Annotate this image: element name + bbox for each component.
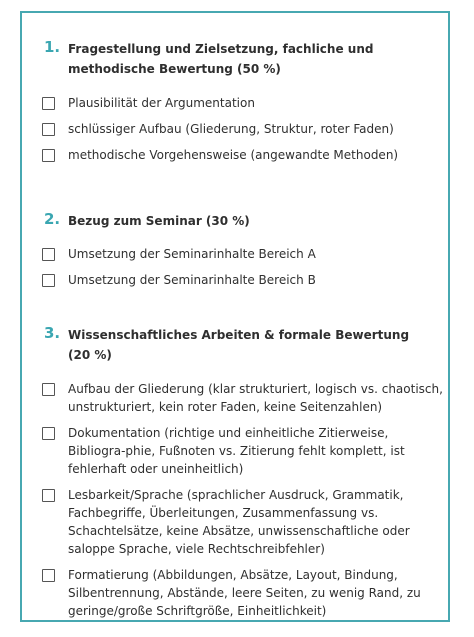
item-label: methodische Vorgehensweise (angewandte Methoden) [68,148,399,162]
list-item [22,380,448,416]
section-title: Wissenschaftliches Arbeiten & formale Bewertung (20 %) [68,328,410,362]
item-label: Aufbau der Gliederung (klar strukturiert, logisch vs. chaotisch, unstrukturiert, kein roter Faden, keine Seitenzahlen) [68,382,443,414]
item-label: Umsetzung der Seminarinhalte Bereich A [68,247,316,261]
section-title: Bezug zum Seminar (30 %) [68,214,250,228]
section-3 [22,324,448,618]
list-item [22,120,448,138]
section-1 [22,38,448,162]
item-label: Umsetzung der Seminarinhalte Bereich B [68,273,316,287]
checkbox[interactable] [42,123,55,136]
checkbox[interactable] [42,248,55,261]
section-number: 1. [44,38,61,56]
list-item [22,424,448,478]
checkbox[interactable] [42,383,55,396]
list-item [22,486,448,558]
item-label: Lesbarkeit/Sprache (sprachlicher Ausdruck, Grammatik, Fachbegriffe, Überleitungen, Zusammenfassung vs. Schachtelsätze, keine Absätze, unwissenschaftliche oder saloppe Sprache, viele Rechtschreibfehler) [68,488,410,556]
checkbox[interactable] [42,569,55,582]
item-label: schlüssiger Aufbau (Gliederung, Struktur, roter Faden) [68,122,394,136]
evaluation-card [20,11,450,622]
list-item [22,94,448,112]
section-number: 3. [44,324,61,342]
section-header [22,325,448,365]
list-item [22,271,448,289]
checkbox[interactable] [42,274,55,287]
checkbox[interactable] [42,489,55,502]
section-number: 2. [44,210,61,228]
section-2 [22,210,448,287]
item-label: Formatierung (Abbildungen, Absätze, Layout, Bindung, Silbentrennung, Abstände, leere Seiten, zu wenig Rand, zu geringe/große Schriftgröße, Einheitlichkeit) [68,568,421,618]
list-item [22,566,448,620]
item-label: Dokumentation (richtige und einheitliche Zitierweise, Bibliogra-phie, Fußnoten vs. Zitierung fehlt komplett, ist fehlerhaft oder uneinheitlich) [68,426,405,476]
item-label: Plausibilität der Argumentation [68,96,255,110]
section-header [22,39,448,79]
section-title: Fragestellung und Zielsetzung, fachliche und methodische Bewertung (50 %) [68,42,374,76]
list-item [22,245,448,263]
checkbox[interactable] [42,97,55,110]
section-header [22,211,448,231]
checkbox[interactable] [42,427,55,440]
list-item [22,146,448,164]
checkbox[interactable] [42,149,55,162]
